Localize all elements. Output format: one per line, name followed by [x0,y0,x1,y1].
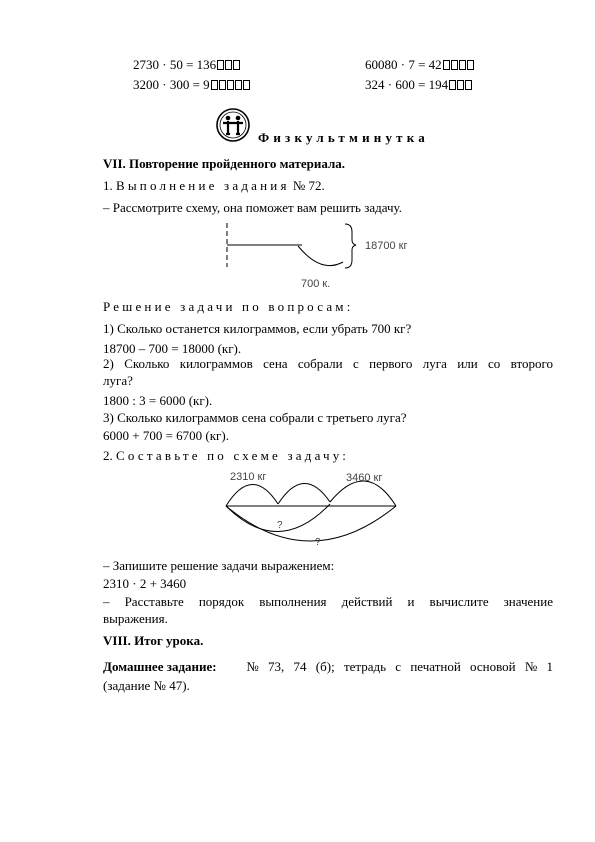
digit-box [217,60,224,70]
physical-break-icon [216,108,250,142]
digit-box [211,80,218,90]
digit-box [227,80,234,90]
digit-box [219,80,226,90]
answer-3: 6000 + 700 = 6700 (кг). [103,428,229,443]
digit-box [459,60,466,70]
task2-title: Составьте по схеме задачу: [116,448,350,463]
digit-box [467,60,474,70]
task1-line: 1. Выполнение задания № 72. [103,178,325,193]
example-left-2: 3200 · 300 = 9 [133,77,250,92]
expression: 2310 · 2 + 3460 [103,576,187,591]
scheme2-diagram [218,462,418,552]
digit-box [243,80,250,90]
example-left-1: 2730 · 50 = 136 [133,57,240,72]
homework-line2: (задание № 47). [103,678,190,693]
example-right-1: 60080 · 7 = 42 [365,57,474,72]
scheme1-part-label: 700 к. [301,278,331,290]
answer-1: 18700 – 700 = 18000 (кг). [103,341,242,356]
section8-heading: VIII. Итог урока. [103,633,204,648]
task1-instruction: – Рассмотрите схему, она поможет вам решить задачу. [103,200,402,215]
order-instruction-line2: выражения. [103,611,168,626]
write-solution: – Запишите решение задачи выражением: [103,558,335,573]
digit-box [443,60,450,70]
scheme2-right-label: 3460 кг [346,472,383,484]
digit-box [465,80,472,90]
question-2-line1: 2) Сколько килограммов сена собрали с первого луга или со второго [103,356,553,371]
digit-box [451,60,458,70]
section7-heading: VII. Повторение пройденного материала. [103,156,346,171]
scheme2-inner-question: ? [277,520,283,531]
homework-text: № 73, 74 (б); тетрадь с печатной основой № 1 [246,659,553,674]
scheme2-outer-question: ? [315,537,321,548]
question-2-line2: луга? [103,373,133,388]
question-3: 3) Сколько килограммов сена собрали с третьего луга? [103,410,407,425]
digit-box [449,80,456,90]
digit-box [225,60,232,70]
scheme2-left-label: 2310 кг [230,471,267,483]
answer-2: 1800 : 3 = 6000 (кг). [103,393,213,408]
digit-box [233,60,240,70]
scheme1-diagram [220,218,450,293]
example-right-2: 324 · 600 = 194 [365,77,472,92]
solution-heading: Решение задачи по вопросам: [103,299,354,314]
digit-box [235,80,242,90]
question-1: 1) Сколько останется килограммов, если убрать 700 кг? [103,321,412,336]
fizkult-title: Физкультминутка [258,130,429,145]
task2-line: 2. Составьте по схеме задачу: [103,448,350,463]
order-instruction-line1: – Расставьте порядок выполнения действий и вычислите значение [103,594,553,609]
homework-line1 [103,659,553,674]
task1-title: Выполнение задания [116,178,290,193]
homework-label: Домашнее задание: [103,659,217,674]
digit-box [457,80,464,90]
scheme1-total-label: 18700 кг [365,240,408,252]
